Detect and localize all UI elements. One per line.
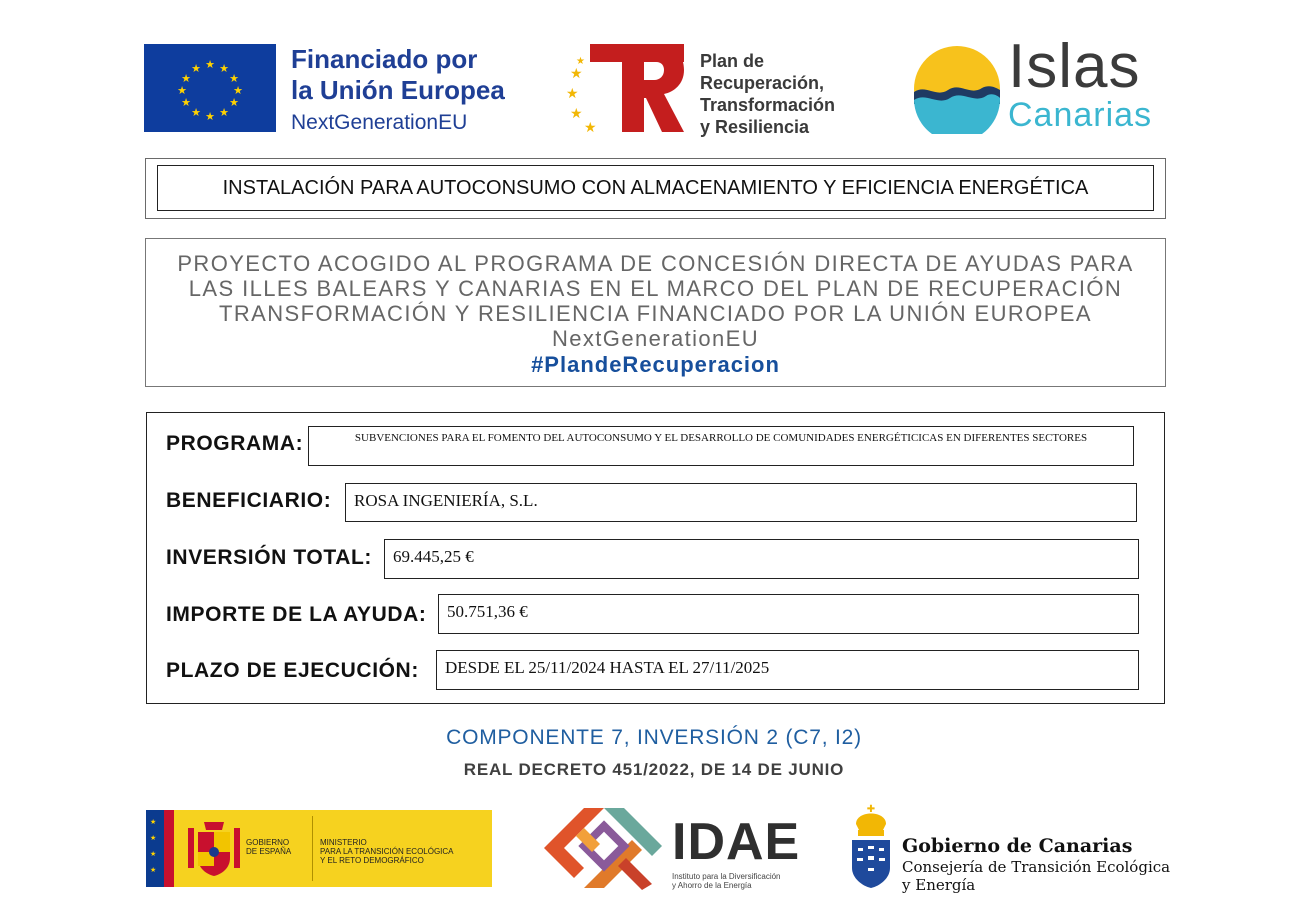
programa-value: SUBVENCIONES PARA EL FOMENTO DEL AUTOCONSUMO Y EL DESARROLLO DE COMUNIDADES ENERGÉTICICAS EN DIFERENTES SECTORES <box>308 426 1134 466</box>
gobierno-canarias-text <box>902 834 1170 894</box>
project-title: INSTALACIÓN PARA AUTOCONSUMO CON ALMACENAMIENTO Y EFICIENCIA ENERGÉTICA <box>157 165 1154 211</box>
islas-canarias-icon <box>912 44 1002 134</box>
eu-stripe <box>146 810 174 887</box>
decree-text: REAL DECRETO 451/2022, DE 14 DE JUNIO <box>463 760 845 779</box>
gobierno-line1: GOBIERNO <box>246 838 290 847</box>
svg-text:★: ★ <box>205 111 215 123</box>
plazo-label: PLAZO DE EJECUCIÓN: <box>166 659 419 682</box>
description-line3: TRANSFORMACIÓN Y RESILIENCIA FINANCIADO POR LA UNIÓN EUROPEA <box>219 301 1092 326</box>
islas-canarias-text <box>1008 32 1153 134</box>
svg-text:★: ★ <box>191 63 201 75</box>
svg-text:★: ★ <box>233 85 243 97</box>
plazo-value: DESDE EL 25/11/2024 HASTA EL 27/11/2025 <box>436 650 1139 690</box>
svg-text:★: ★ <box>150 851 157 858</box>
canarias-shield-icon <box>848 802 894 888</box>
eu-line3: NextGenerationEU <box>291 111 468 134</box>
svg-text:★: ★ <box>177 85 187 97</box>
svg-text:★: ★ <box>205 59 215 71</box>
beneficiario-label: BENEFICIARIO: <box>166 489 332 512</box>
svg-text:★: ★ <box>566 85 579 101</box>
prtr-line2: Recuperación, <box>700 73 825 93</box>
svg-text:✚: ✚ <box>866 804 876 815</box>
title-frame <box>145 158 1166 219</box>
importe-value: 50.751,36 € <box>438 594 1139 634</box>
project-data-box <box>146 412 1165 704</box>
gobierno-separator <box>312 816 313 881</box>
islas-line2: Canarias <box>1008 96 1153 134</box>
svg-text:★: ★ <box>584 119 597 135</box>
svg-text:★: ★ <box>219 63 229 75</box>
svg-text:★: ★ <box>150 835 157 842</box>
importe-label: IMPORTE DE LA AYUDA: <box>166 603 427 626</box>
ministerio-line1: MINISTERIO <box>320 838 367 847</box>
inversion-value: 69.445,25 € <box>384 539 1139 579</box>
eu-funding-text <box>291 44 505 138</box>
description-line1: PROYECTO ACOGIDO AL PROGRAMA DE CONCESIÓN DIRECTA DE AYUDAS PARA <box>177 251 1134 276</box>
svg-text:★: ★ <box>150 819 157 826</box>
component-text: COMPONENTE 7, INVERSIÓN 2 (C7, I2) <box>446 726 862 749</box>
svg-text:★: ★ <box>150 867 157 874</box>
gobierno-espana-logo <box>146 810 492 887</box>
svg-text:★: ★ <box>570 65 583 81</box>
prtr-text <box>700 50 835 138</box>
svg-text:★: ★ <box>181 73 191 85</box>
description-line4: NextGenerationEU <box>551 326 760 351</box>
spain-coat-of-arms-icon <box>184 818 244 880</box>
idae-name: IDAE <box>672 813 801 871</box>
ministerio-text <box>320 838 454 865</box>
prtr-line4: y Resiliencia <box>700 117 810 137</box>
svg-text:★: ★ <box>219 107 229 119</box>
prtr-line3: Transformación <box>700 95 836 115</box>
svg-text:★: ★ <box>191 107 201 119</box>
prtr-logo <box>564 40 686 136</box>
programa-label: PROGRAMA: <box>166 432 304 455</box>
canarias-sub2: y Energía <box>902 876 976 894</box>
gobierno-line2: DE ESPAÑA <box>246 847 292 856</box>
eu-flag-logo <box>144 44 276 132</box>
prtr-line1: Plan de <box>700 51 765 71</box>
svg-text:★: ★ <box>576 56 585 67</box>
eu-line1: Financiado por <box>291 44 478 74</box>
ministerio-line2: PARA LA TRANSICIÓN ECOLÓGICA <box>320 847 454 856</box>
svg-text:★: ★ <box>570 105 583 121</box>
idae-subtitle <box>672 872 781 890</box>
svg-text:★: ★ <box>229 97 239 109</box>
description-line2: LAS ILLES BALEARS Y CANARIAS EN EL MARCO DEL PLAN DE RECUPERACIÓN <box>188 276 1123 301</box>
svg-text:★: ★ <box>229 73 239 85</box>
canarias-sub1: Consejería de Transición Ecológica <box>902 858 1171 876</box>
inversion-label: INVERSIÓN TOTAL: <box>166 546 372 569</box>
gobierno-text <box>246 838 291 856</box>
hashtag: #PlandeRecuperacion <box>531 352 780 377</box>
ministerio-line3: Y EL RETO DEMOGRÁFICO <box>320 856 424 865</box>
idae-icon <box>544 806 662 890</box>
svg-text:★: ★ <box>181 97 191 109</box>
canarias-title: Gobierno de Canarias <box>902 835 1133 857</box>
beneficiario-value: ROSA INGENIERÍA, S.L. <box>345 483 1137 522</box>
idae-sub-line1: Instituto para la Diversificación <box>672 872 781 881</box>
description-box <box>145 238 1166 387</box>
eu-line2: la Unión Europea <box>291 75 505 105</box>
islas-line1: Islas <box>1008 32 1141 101</box>
idae-sub-line2: y Ahorro de la Energía <box>672 881 752 890</box>
